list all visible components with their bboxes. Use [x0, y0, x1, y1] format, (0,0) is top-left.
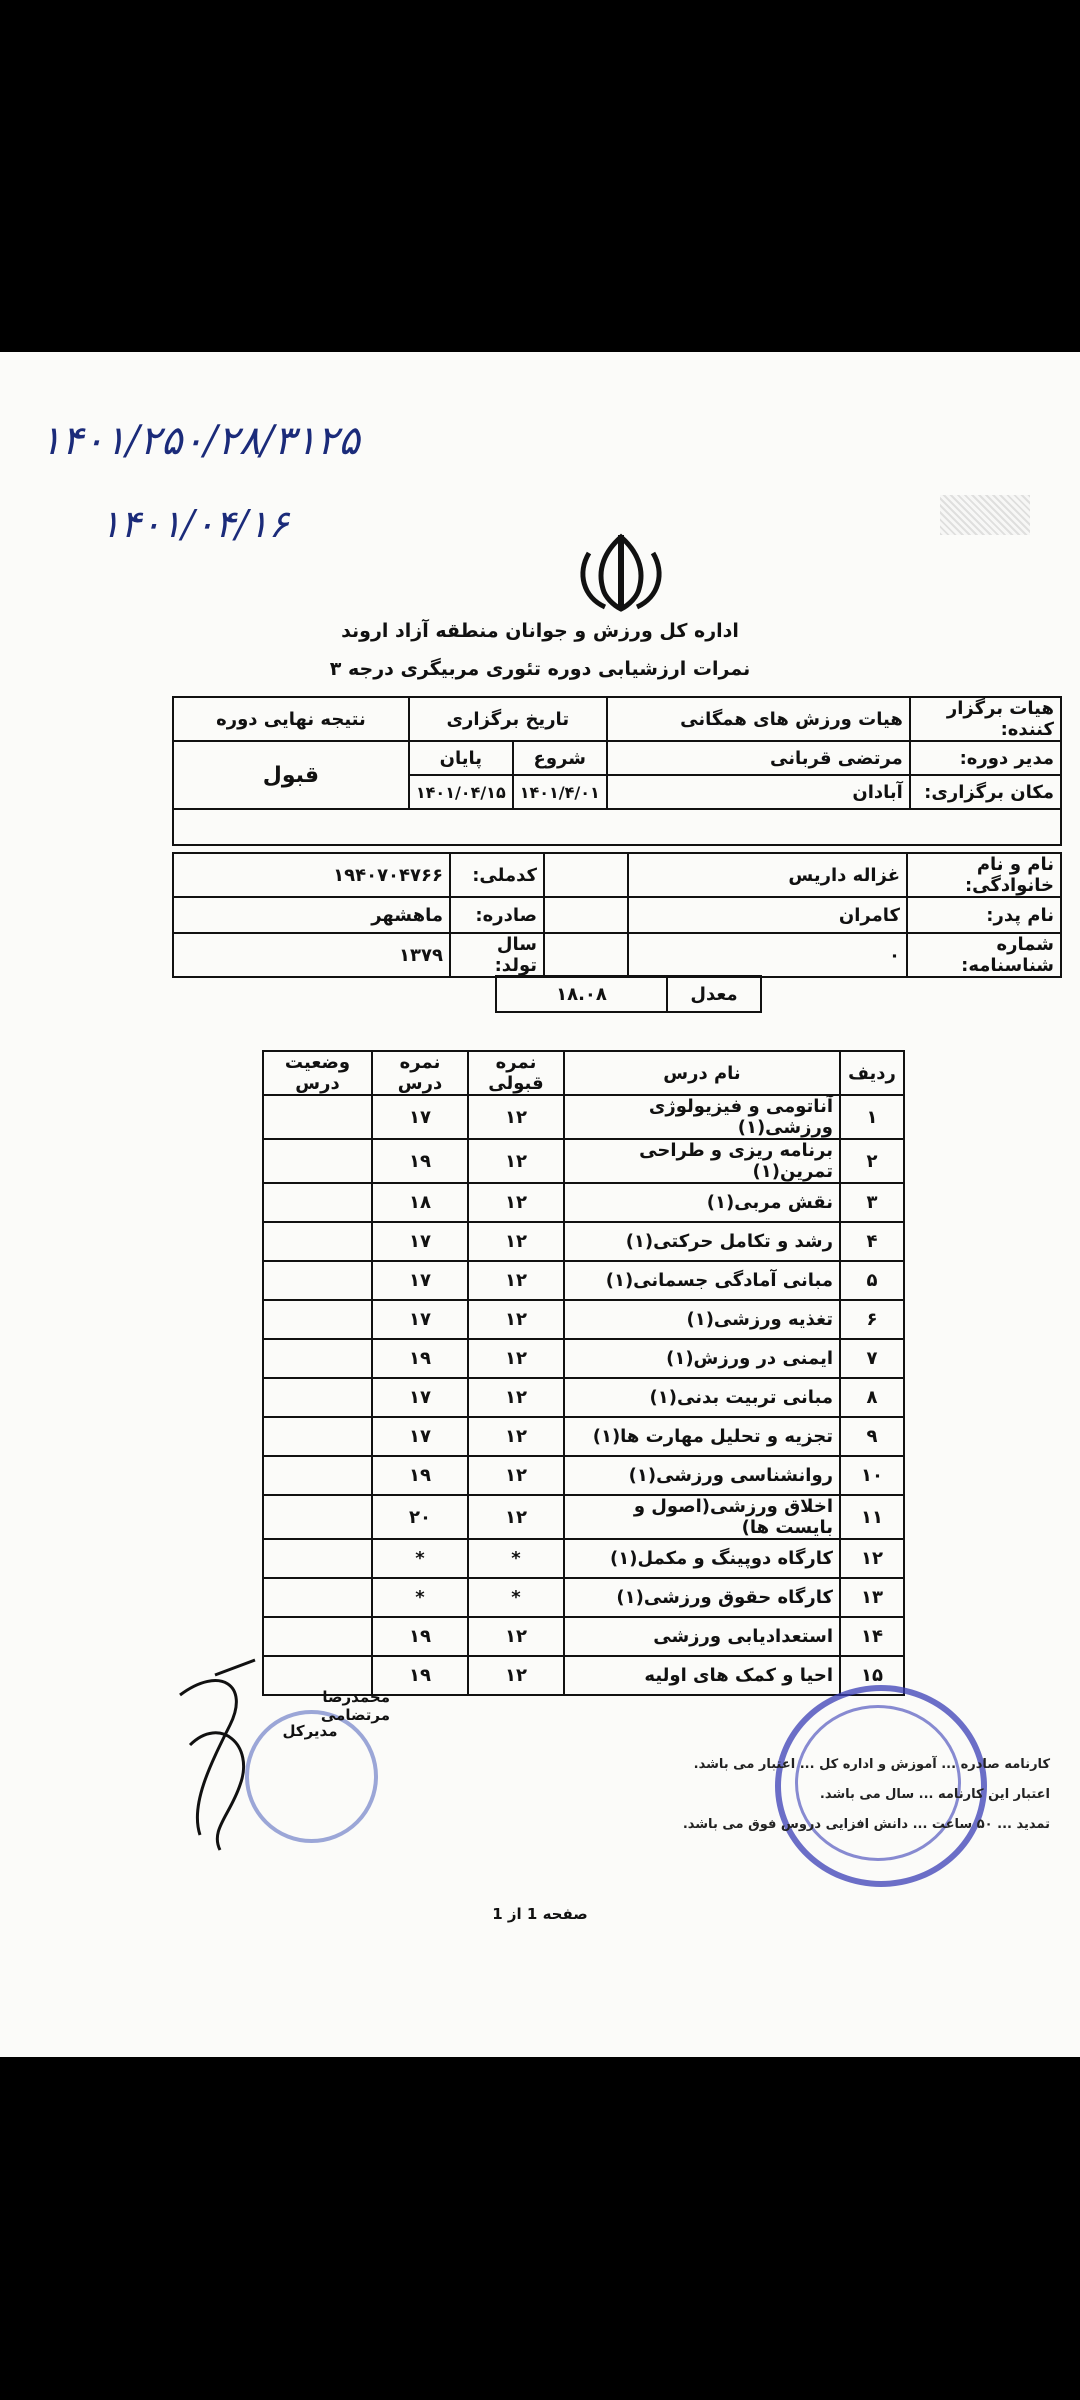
course-name: رشد و تکامل حرکتی(۱) — [564, 1222, 840, 1261]
row-number: ۱۴ — [840, 1617, 904, 1656]
course-score: ۱۹ — [372, 1656, 468, 1695]
table-row — [263, 1095, 904, 1139]
end-label: پایان — [409, 741, 513, 775]
row-number: ۱ — [840, 1095, 904, 1139]
manager-label: مدیر دوره: — [910, 741, 1061, 775]
pass-score: * — [468, 1539, 564, 1578]
manager-value: مرتضی قربانی — [607, 741, 910, 775]
result-label: نتیجه نهایی دوره — [173, 697, 409, 741]
pass-score: ۱۲ — [468, 1378, 564, 1417]
father-value: کامران — [628, 897, 907, 933]
course-name: مبانی آمادگی جسمانی(۱) — [564, 1261, 840, 1300]
course-status — [263, 1222, 372, 1261]
pass-score: ۱۲ — [468, 1417, 564, 1456]
course-score: ۱۷ — [372, 1095, 468, 1139]
row-number: ۴ — [840, 1222, 904, 1261]
row-number: ۹ — [840, 1417, 904, 1456]
start-value: ۱۴۰۱/۴/۰۱ — [513, 775, 607, 809]
table-row — [263, 1339, 904, 1378]
course-score: ۱۹ — [372, 1617, 468, 1656]
course-status — [263, 1617, 372, 1656]
course-status — [263, 1300, 372, 1339]
course-name: روانشناسی ورزشی(۱) — [564, 1456, 840, 1495]
table-row — [263, 1222, 904, 1261]
table-row — [263, 1456, 904, 1495]
course-name: کارگاه دوپینگ و مکمل(۱) — [564, 1539, 840, 1578]
table-row — [263, 1539, 904, 1578]
pass-score: ۱۲ — [468, 1183, 564, 1222]
course-status — [263, 1495, 372, 1539]
course-status — [263, 1417, 372, 1456]
start-label: شروع — [513, 741, 607, 775]
id-label: شماره شناسنامه: — [907, 933, 1061, 977]
note-line-1: کارنامه صادره ... آموزش و اداره کل ... اعتبار می باشد. — [693, 1757, 1050, 1772]
faint-stamp — [940, 495, 1030, 535]
code-label: کدملی: — [450, 853, 544, 897]
course-score: * — [372, 1539, 468, 1578]
organizer-label: هیات برگزار کننده: — [910, 697, 1061, 741]
col-row-number: ردیف — [840, 1051, 904, 1095]
course-name: کارگاه حقوق ورزشی(۱) — [564, 1578, 840, 1617]
pass-score: ۱۲ — [468, 1617, 564, 1656]
signatory-role: مدیرکل — [282, 1722, 338, 1740]
birth-label: سال تولد: — [450, 933, 544, 977]
pass-score: ۱۲ — [468, 1261, 564, 1300]
name-value: غزاله داریس — [628, 853, 907, 897]
emblem-logo — [575, 533, 667, 613]
course-info-table — [172, 696, 1062, 846]
course-score: ۲۰ — [372, 1495, 468, 1539]
table-row — [263, 1261, 904, 1300]
table-row — [263, 1417, 904, 1456]
row-number: ۱۵ — [840, 1656, 904, 1695]
pass-score: ۱۲ — [468, 1656, 564, 1695]
table-row — [263, 1578, 904, 1617]
report-title: نمرات ارزشیابی دوره تئوری مربیگری درجه ۳ — [329, 658, 751, 680]
row-number: ۸ — [840, 1378, 904, 1417]
table-row — [263, 1378, 904, 1417]
course-score: * — [372, 1578, 468, 1617]
handwritten-date: ۱۴۰۱/۰۴/۱۶ — [100, 502, 289, 546]
course-name: تجزیه و تحلیل مهارت ها(۱) — [564, 1417, 840, 1456]
course-status — [263, 1339, 372, 1378]
course-score: ۱۹ — [372, 1456, 468, 1495]
personal-info-table — [172, 852, 1062, 978]
course-status — [263, 1261, 372, 1300]
page-number: صفحه 1 از 1 — [492, 1905, 588, 1923]
course-score: ۱۹ — [372, 1139, 468, 1183]
row-number: ۲ — [840, 1139, 904, 1183]
place-label: مکان برگزاری: — [910, 775, 1061, 809]
empty-cell — [544, 933, 628, 977]
pass-score: ۱۲ — [468, 1095, 564, 1139]
average-label: معدل — [667, 976, 761, 1012]
code-value: ۱۹۴۰۷۰۴۷۶۶ — [173, 853, 450, 897]
row-number: ۱۲ — [840, 1539, 904, 1578]
col-course-score: نمره درس — [372, 1051, 468, 1095]
course-score: ۱۷ — [372, 1378, 468, 1417]
empty-cell — [544, 853, 628, 897]
course-name: آناتومی و فیزیولوژی ورزشی(۱) — [564, 1095, 840, 1139]
average-table — [495, 975, 762, 1013]
course-status — [263, 1183, 372, 1222]
row-number: ۵ — [840, 1261, 904, 1300]
course-status — [263, 1095, 372, 1139]
organizer-value: هیات ورزش های همگانی — [607, 697, 910, 741]
course-status — [263, 1456, 372, 1495]
course-name: احیا و کمک های اولیه — [564, 1656, 840, 1695]
course-name: ایمنی در ورزش(۱) — [564, 1339, 840, 1378]
course-name: اخلاق ورزشی(اصول و بایست ها) — [564, 1495, 840, 1539]
table-row — [263, 1617, 904, 1656]
blank-row — [173, 809, 1061, 845]
col-course-name: نام درس — [564, 1051, 840, 1095]
result-value: قبول — [173, 741, 409, 809]
course-score: ۱۷ — [372, 1261, 468, 1300]
issued-label: صادره: — [450, 897, 544, 933]
note-line-2: اعتبار این کارنامه ... سال می باشد. — [819, 1787, 1050, 1802]
issued-value: ماهشهر — [173, 897, 450, 933]
birth-value: ۱۳۷۹ — [173, 933, 450, 977]
grades-table — [262, 1050, 905, 1696]
average-value: ۱۸.۰۸ — [496, 976, 667, 1012]
course-score: ۱۷ — [372, 1222, 468, 1261]
table-row — [263, 1139, 904, 1183]
course-name: مبانی تربیت بدنی(۱) — [564, 1378, 840, 1417]
father-label: نام پدر: — [907, 897, 1061, 933]
course-score: ۱۸ — [372, 1183, 468, 1222]
row-number: ۷ — [840, 1339, 904, 1378]
course-score: ۱۷ — [372, 1300, 468, 1339]
id-value: ۰ — [628, 933, 907, 977]
date-label: تاریخ برگزاری — [409, 697, 607, 741]
empty-cell — [544, 897, 628, 933]
course-name: برنامه ریزی و طراحی تمرین(۱) — [564, 1139, 840, 1183]
handwritten-reference: ۱۴۰۱/۲۵۰/۲۸/۳۱۲۵ — [40, 418, 360, 464]
table-row — [263, 1495, 904, 1539]
note-line-3: تمدید ... ۵۰ ساعت ... دانش افزایی دروس فوق می باشد. — [682, 1817, 1050, 1832]
course-name: استعدادیابی ورزشی — [564, 1617, 840, 1656]
row-number: ۱۰ — [840, 1456, 904, 1495]
row-number: ۱۳ — [840, 1578, 904, 1617]
row-number: ۳ — [840, 1183, 904, 1222]
course-status — [263, 1139, 372, 1183]
pass-score: ۱۲ — [468, 1222, 564, 1261]
pass-score: * — [468, 1578, 564, 1617]
row-number: ۱۱ — [840, 1495, 904, 1539]
course-status — [263, 1378, 372, 1417]
row-number: ۶ — [840, 1300, 904, 1339]
pass-score: ۱۲ — [468, 1456, 564, 1495]
table-row — [263, 1300, 904, 1339]
name-label: نام و نام خانوادگی: — [907, 853, 1061, 897]
course-score: ۱۹ — [372, 1339, 468, 1378]
course-score: ۱۷ — [372, 1417, 468, 1456]
table-row — [263, 1183, 904, 1222]
end-value: ۱۴۰۱/۰۴/۱۵ — [409, 775, 513, 809]
pass-score: ۱۲ — [468, 1495, 564, 1539]
official-stamp-inner — [795, 1705, 961, 1861]
col-pass-score: نمره قبولی — [468, 1051, 564, 1095]
col-status: وضعیت درس — [263, 1051, 372, 1095]
course-name: تغذیه ورزشی(۱) — [564, 1300, 840, 1339]
signatory-name: محمدرضا مرتضامی — [320, 1688, 390, 1724]
course-status — [263, 1539, 372, 1578]
place-value: آبادان — [607, 775, 910, 809]
pass-score: ۱۲ — [468, 1139, 564, 1183]
course-name: نقش مربی(۱) — [564, 1183, 840, 1222]
org-title: اداره کل ورزش و جوانان منطقه آزاد اروند — [341, 620, 739, 642]
pass-score: ۱۲ — [468, 1300, 564, 1339]
pass-score: ۱۲ — [468, 1339, 564, 1378]
course-status — [263, 1578, 372, 1617]
